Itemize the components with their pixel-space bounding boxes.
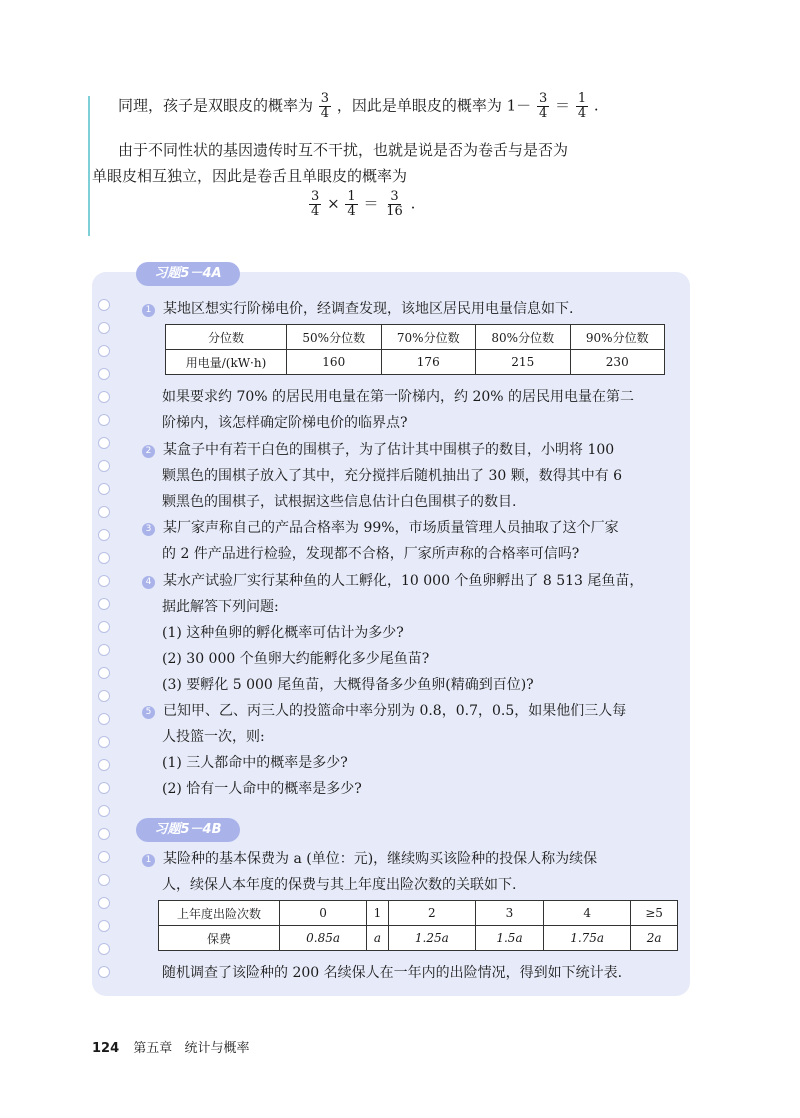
chapter-title: 统计与概率 bbox=[184, 1041, 250, 1056]
exercise-tag-a: 习题5－4A bbox=[136, 262, 240, 286]
binder-ring-icon bbox=[98, 644, 110, 656]
electricity-table bbox=[165, 324, 665, 375]
question-text: 某水产试验厂实行某种鱼的人工孵化，10 000 个鱼卵孵出了 8 513 尾鱼苗， bbox=[163, 573, 644, 589]
fraction: $\frac{3}{4}$ bbox=[311, 189, 320, 219]
fraction: $\frac{1}{4}$ bbox=[347, 189, 356, 219]
binder-ring-icon bbox=[98, 368, 110, 380]
table-cell: 2a bbox=[631, 926, 678, 951]
binder-ring-icon bbox=[98, 552, 110, 564]
table-cell: 1.5a bbox=[475, 926, 543, 951]
binder-ring-icon bbox=[98, 713, 110, 725]
equals-sign: ＝ bbox=[555, 96, 571, 115]
binder-ring-icon bbox=[98, 874, 110, 886]
sub-question: (1) 这种鱼卵的孵化概率可估计为多少? bbox=[162, 625, 404, 641]
times-sign: × bbox=[327, 194, 340, 213]
question-number-badge: 2 bbox=[142, 445, 155, 458]
binder-ring-icon bbox=[98, 299, 110, 311]
table-cell: 1 bbox=[367, 901, 389, 926]
binder-ring-icon bbox=[98, 966, 110, 978]
fraction: $\frac{3}{4}$ bbox=[538, 91, 548, 121]
table-row bbox=[159, 926, 678, 951]
binder-ring-icon bbox=[98, 897, 110, 909]
table-cell: 0.85a bbox=[280, 926, 367, 951]
intro-line-2: 由于不同性状的基因遗传时互不干扰，也就是说是否为卷舌与是否为 bbox=[118, 141, 569, 159]
table-cell: 1.25a bbox=[388, 926, 475, 951]
question-text: 某盒子中有若干白色的围棋子，为了估计其中围棋子的数目，小明将 100 bbox=[163, 442, 615, 458]
probability-formula bbox=[308, 190, 415, 219]
table-cell: 70%分位数 bbox=[381, 325, 476, 350]
question-number-badge: 4 bbox=[142, 576, 155, 589]
question-number-badge: 3 bbox=[142, 523, 155, 536]
table-cell: 80%分位数 bbox=[476, 325, 571, 350]
equals-sign: ＝ bbox=[363, 194, 379, 213]
binder-ring-icon bbox=[98, 575, 110, 587]
question-text: 随机调查了该险种的 200 名续保人在一年内的出险情况，得到如下统计表. bbox=[162, 965, 623, 981]
binder-ring-icon bbox=[98, 598, 110, 610]
table-cell: 4 bbox=[544, 901, 631, 926]
binder-ring-icon bbox=[98, 483, 110, 495]
question-text: 某地区想实行阶梯电价，经调查发现，该地区居民用电量信息如下. bbox=[163, 301, 574, 317]
fraction: $\frac{1}{4}$ bbox=[577, 91, 587, 121]
question-text: 已知甲、乙、丙三人的投篮命中率分别为 0.8，0.7，0.5，如果他们三人每 bbox=[163, 703, 627, 719]
question-a2 bbox=[142, 439, 614, 461]
table-cell: 上年度出险次数 bbox=[159, 901, 280, 926]
table-cell: 用电量/(kW·h) bbox=[166, 350, 287, 375]
table-cell: 1.75a bbox=[544, 926, 631, 951]
question-text: 阶梯内，该怎样确定阶梯电价的临界点? bbox=[162, 415, 408, 431]
binder-ring-icon bbox=[98, 851, 110, 863]
question-text: 颗黑色的围棋子，试根据这些信息估计白色围棋子的数目. bbox=[162, 494, 517, 510]
question-text: 如果要求约 70% 的居民用电量在第一阶梯内，约 20% 的居民用电量在第二 bbox=[162, 389, 635, 405]
binder-ring-icon bbox=[98, 690, 110, 702]
binder-ring-icon bbox=[98, 759, 110, 771]
table-cell: 0 bbox=[280, 901, 367, 926]
premium-table bbox=[158, 900, 678, 951]
exercise-tag-b: 习题5－4B bbox=[136, 818, 240, 842]
binder-ring-icon bbox=[98, 529, 110, 541]
question-number-badge: 5 bbox=[142, 706, 155, 719]
intro-text: 同理，孩子是双眼皮的概率为 bbox=[118, 96, 314, 115]
margin-rule bbox=[88, 96, 90, 236]
table-cell: 160 bbox=[287, 350, 382, 375]
fraction: $\frac{3}{4}$ bbox=[320, 91, 330, 121]
binder-ring-icon bbox=[98, 506, 110, 518]
table-header-row bbox=[159, 901, 678, 926]
question-text: 某险种的基本保费为 a (单位：元)，继续购买该险种的投保人称为续保 bbox=[163, 851, 598, 867]
binder-ring-icon bbox=[98, 345, 110, 357]
table-cell: 分位数 bbox=[166, 325, 287, 350]
sub-question: (2) 30 000 个鱼卵大约能孵化多少尾鱼苗? bbox=[162, 651, 430, 667]
binder-ring-icon bbox=[98, 460, 110, 472]
question-a5 bbox=[142, 700, 626, 722]
intro-line-3: 单眼皮相互独立，因此是卷舌且单眼皮的概率为 bbox=[92, 167, 408, 185]
binder-ring-icon bbox=[98, 391, 110, 403]
binder-ring-icon bbox=[98, 322, 110, 334]
question-a3 bbox=[142, 517, 619, 539]
question-text: 颗黑色的围棋子放入了其中，充分搅拌后随机抽出了 30 颗，数得其中有 6 bbox=[162, 468, 623, 484]
table-cell: 90%分位数 bbox=[570, 325, 665, 350]
intro-text: ，因此是单眼皮的概率为 1－ bbox=[336, 96, 532, 115]
binder-ring-icon bbox=[98, 920, 110, 932]
question-a1 bbox=[142, 298, 573, 320]
page-footer bbox=[92, 1037, 249, 1056]
question-text: 人投篮一次，则: bbox=[162, 729, 265, 745]
binder-ring-icon bbox=[98, 414, 110, 426]
page-number: 124 bbox=[92, 1041, 120, 1056]
binder-ring-icon bbox=[98, 943, 110, 955]
question-text: 人，续保人本年度的保费与其上年度出险次数的关联如下. bbox=[162, 877, 517, 893]
binder-ring-icon bbox=[98, 437, 110, 449]
question-text: 的 2 件产品进行检验，发现都不合格，厂家所声称的合格率可信吗? bbox=[162, 546, 580, 562]
period: . bbox=[593, 96, 599, 115]
intro-line-1 bbox=[118, 92, 599, 121]
sub-question: (2) 恰有一人命中的概率是多少? bbox=[162, 781, 362, 797]
table-cell: 3 bbox=[475, 901, 543, 926]
chapter-label: 第五章 bbox=[133, 1041, 173, 1056]
table-header-row bbox=[166, 325, 665, 350]
table-cell: 保费 bbox=[159, 926, 280, 951]
question-b1 bbox=[142, 848, 597, 870]
binder-ring-icon bbox=[98, 782, 110, 794]
binder-ring-icon bbox=[98, 805, 110, 817]
table-cell: ≥5 bbox=[631, 901, 678, 926]
question-number-badge: 1 bbox=[142, 854, 155, 867]
binder-ring-icon bbox=[98, 828, 110, 840]
period: . bbox=[410, 194, 416, 213]
binder-ring-icon bbox=[98, 736, 110, 748]
table-cell: 50%分位数 bbox=[287, 325, 382, 350]
table-cell: 176 bbox=[381, 350, 476, 375]
question-text: 某厂家声称自己的产品合格率为 99%，市场质量管理人员抽取了这个厂家 bbox=[163, 520, 619, 536]
question-a4 bbox=[142, 570, 643, 592]
table-cell: a bbox=[367, 926, 389, 951]
table-cell: 2 bbox=[388, 901, 475, 926]
table-row bbox=[166, 350, 665, 375]
sub-question: (1) 三人都命中的概率是多少? bbox=[162, 755, 348, 771]
table-cell: 215 bbox=[476, 350, 571, 375]
binder-ring-icon bbox=[98, 621, 110, 633]
sub-question: (3) 要孵化 5 000 尾鱼苗，大概得备多少鱼卵(精确到百位)? bbox=[162, 677, 534, 693]
question-number-badge: 1 bbox=[142, 304, 155, 317]
binder-ring-icon bbox=[98, 667, 110, 679]
fraction: $\frac{3}{16}$ bbox=[386, 189, 403, 219]
question-text: 据此解答下列问题: bbox=[162, 599, 279, 615]
table-cell: 230 bbox=[570, 350, 665, 375]
